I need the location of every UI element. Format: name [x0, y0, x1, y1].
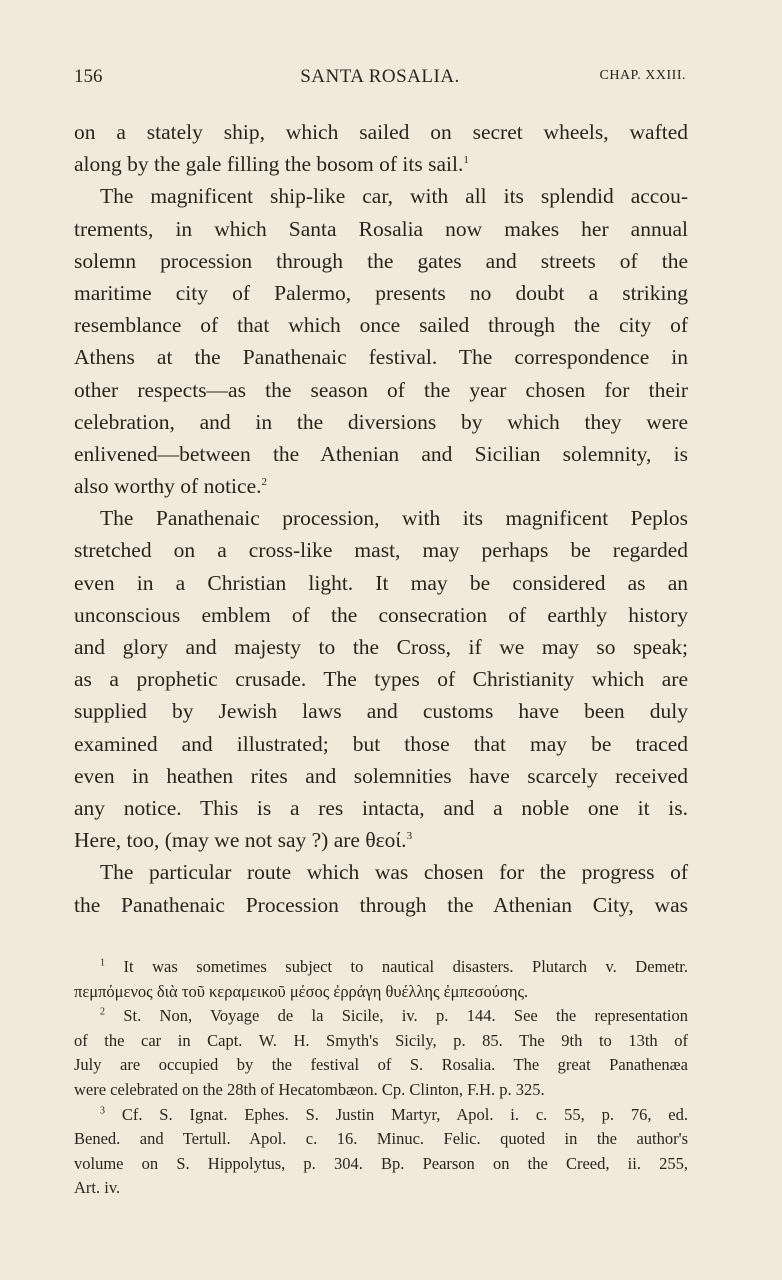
line-text: celebration, and in the diversions by which they were — [74, 409, 688, 434]
text-line — [74, 792, 688, 824]
line-text: enlivened—between the Athenian and Sicilian solemnity, is — [74, 441, 688, 466]
line-text: resemblance of that which once sailed through the city of — [74, 313, 688, 338]
line-text: The Panathenaic procession, with its magnificent Peplos — [100, 506, 688, 531]
line-text: on a stately ship, which sailed on secret wheels, wafted — [74, 120, 688, 144]
footnote-line — [74, 1127, 688, 1152]
line-text: as a prophetic crusade. The types of Christianity which are — [74, 667, 688, 692]
footnote-line — [74, 1078, 688, 1103]
text-line — [74, 213, 688, 245]
text-line — [74, 309, 688, 341]
text-line — [74, 180, 688, 212]
line-text: Art. iv. — [74, 1178, 121, 1198]
line-text: and glory and majesty to the Cross, if we may so speak; — [74, 635, 688, 659]
line-text: The magnificent ship-like car, with all its splendid accou- — [100, 184, 688, 209]
line-text: Bened. and Tertull. Apol. c. 16. Minuc. Felic. quoted in the author's — [74, 1129, 688, 1149]
text-line — [74, 148, 688, 180]
text-line — [74, 534, 688, 566]
text-line — [74, 438, 688, 470]
line-text: trements, in which Santa Rosalia now makes her annual — [74, 216, 688, 241]
line-text: were celebrated on the 28th of Hecatombæon. Cp. Clinton, F.H. p. 325. — [74, 1079, 545, 1099]
running-title: SANTA ROSALIA. — [300, 66, 460, 87]
footnote-mark: 1 — [100, 957, 105, 969]
page-number: 156 — [74, 66, 103, 87]
text-line — [74, 760, 688, 792]
body-text — [74, 116, 688, 921]
running-header — [74, 66, 686, 92]
line-text: supplied by Jewish laws and customs have been duly — [74, 699, 688, 724]
text-line — [74, 599, 688, 631]
line-text: also worthy of notice. — [74, 474, 262, 499]
footnote-reference: 3 — [406, 829, 413, 842]
footnote-mark: 3 — [100, 1105, 105, 1117]
footnote-line — [74, 1103, 688, 1128]
footnote-mark: 2 — [100, 1006, 105, 1018]
line-text: The particular route which was chosen for the progress of — [100, 860, 688, 885]
line-text: of the car in Capt. W. H. Smyth's Sicily, p. 85. The 9th to 13th of — [74, 1030, 688, 1050]
text-line — [74, 406, 688, 438]
text-line — [74, 116, 688, 148]
line-text: July are occupied by the festival of S. Rosalia. The great Panathenæa — [74, 1055, 688, 1075]
text-line — [74, 631, 688, 663]
footnote-line — [74, 955, 688, 980]
text-line — [74, 341, 688, 373]
text-line — [74, 856, 688, 888]
chapter-label: CHAP. XXIII. — [599, 68, 686, 83]
line-text: solemn procession through the gates and streets of the — [74, 248, 688, 273]
line-text: even in heathen rites and solemnities have scarcely received — [74, 763, 688, 788]
footnotes — [74, 955, 688, 1201]
text-line — [74, 824, 688, 856]
line-text: Cf. S. Ignat. Ephes. S. Justin Martyr, Apol. i. c. 55, p. 76, ed. — [121, 1104, 688, 1124]
line-text: stretched on a cross-like mast, may perhaps be regarded — [74, 538, 688, 563]
text-line — [74, 374, 688, 406]
line-text: Athens at the Panathenaic festival. The correspondence in — [74, 345, 688, 370]
line-text: other respects—as the season of the year chosen for their — [74, 377, 688, 402]
line-text: along by the gale filling the bosom of its sail. — [74, 152, 464, 177]
text-line — [74, 567, 688, 599]
footnote-reference: 2 — [261, 475, 267, 488]
text-line — [74, 502, 688, 534]
footnote-line — [74, 1029, 688, 1054]
footnote-reference: 1 — [463, 154, 469, 167]
text-line — [74, 695, 688, 727]
line-text: volume on S. Hippolytus, p. 304. Bp. Pearson on the Creed, ii. 255, — [74, 1153, 688, 1173]
line-text: St. Non, Voyage de la Sicile, iv. p. 144. See the representation — [123, 1006, 688, 1026]
text-line — [74, 663, 688, 695]
line-text: Here, too, (may we not say ?) are θεοί. — [74, 828, 407, 853]
footnote-line — [74, 1053, 688, 1078]
footnote-line — [74, 1152, 688, 1177]
line-text: any notice. This is a res intacta, and a noble one it is. — [74, 795, 688, 820]
footnote-line — [74, 1176, 688, 1201]
text-line — [74, 470, 688, 502]
line-text: It was sometimes subject to nautical disasters. Plutarch v. Demetr. — [123, 957, 688, 976]
text-line — [74, 277, 688, 309]
footnote-line — [74, 980, 688, 1005]
text-line — [74, 245, 688, 277]
text-line — [74, 728, 688, 760]
footnote-line — [74, 1004, 688, 1029]
line-text: the Panathenaic Procession through the Athenian City, was — [74, 892, 688, 917]
line-text: unconscious emblem of the consecration of earthly history — [74, 602, 688, 627]
line-text: even in a Christian light. It may be considered as an — [74, 570, 688, 595]
line-text: πεμπόμενος διὰ τοῦ κεραμεικοῦ μέσος ἐρράγη θυέλλης ἐμπεσούσης. — [74, 981, 529, 1001]
text-line — [74, 889, 688, 921]
line-text: maritime city of Palermo, presents no doubt a striking — [74, 280, 688, 305]
line-text: examined and illustrated; but those that may be traced — [74, 731, 688, 756]
